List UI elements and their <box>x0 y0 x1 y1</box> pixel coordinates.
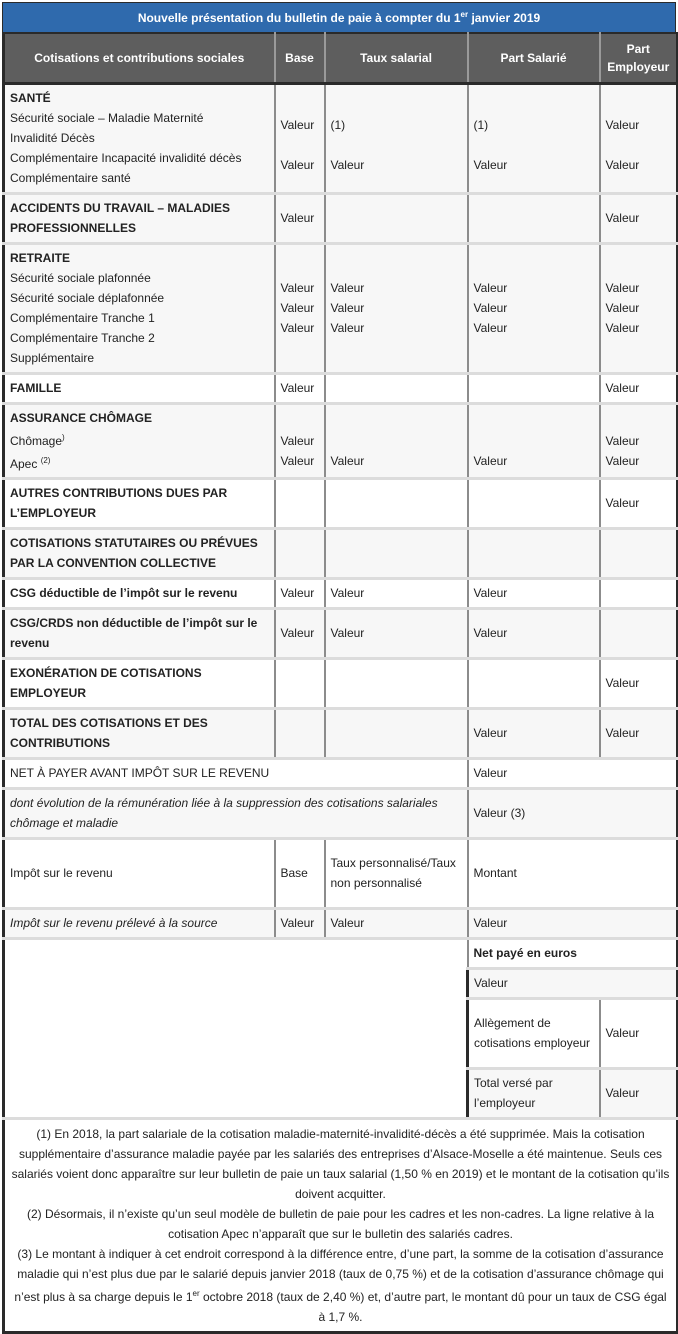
footnote-1: (1) En 2018, la part salariale de la cotisation maladie-maternité-invalidité-décès a été supprimée. Mais la cotisation supplémentaire d’assurance maladie payée par les salariés des entreprises d’Alsace-Moselle a été maintenue. Seuls ces salariés voient donc apparaître sur leur bulletin de paie un taux salarial (1,50 % en 2019) et le montant de la cotisation qu’ils doivent acquitter. <box>11 1126 670 1201</box>
cell-base: Valeur <box>275 608 325 658</box>
cell-value: Valeur <box>473 158 508 172</box>
table-row-sante <box>4 83 678 193</box>
cell-value: Valeur (3) <box>468 788 678 838</box>
header-part-employeur: Part Employeur <box>600 33 678 83</box>
table-row-net-paye-label <box>4 938 678 968</box>
row-line: Complémentaire santé <box>10 171 131 185</box>
row-line: Invalidité Décès <box>10 131 95 145</box>
cell-value: Valeur <box>605 158 640 172</box>
cell-salarie <box>468 193 600 243</box>
cell-value: Valeur <box>280 453 315 468</box>
cell-taux <box>325 528 468 578</box>
table-row-dont-evolution <box>4 788 678 838</box>
row-line: Sécurité sociale déplafonnée <box>10 291 165 305</box>
row-label <box>4 243 275 373</box>
cell-employeur <box>600 243 678 373</box>
row-line: Sécurité sociale – Maladie Maternité <box>10 111 204 125</box>
table-row-exoneration <box>4 658 678 708</box>
total-verse-label: Total versé par l’employeur <box>468 1068 600 1118</box>
footnote-3-text-end: octobre 2018 (taux de 2,40 %) et, d’autre part, le montant dû pour un taux de CSG égal à 1,7 %. <box>199 1289 667 1324</box>
table-row-impot <box>4 838 678 908</box>
cell-taux <box>325 243 468 373</box>
row-label: AUTRES CONTRIBUTIONS DUES PAR L’EMPLOYEUR <box>4 478 275 528</box>
cell-value: Valeur <box>605 301 640 315</box>
cell-montant: Montant <box>468 838 678 908</box>
cell-base <box>275 403 325 478</box>
row-label: COTISATIONS STATUTAIRES OU PRÉVUES PAR LA CONVENTION COLLECTIVE <box>4 528 275 578</box>
cell-salarie: Valeur <box>468 578 600 608</box>
cell-salarie <box>468 658 600 708</box>
footnote-2: (2) Désormais, il n’existe qu’un seul modèle de bulletin de paie pour les cadres et les non-cadres. La ligne relative à la cotisation Apec n’apparaît que sur le bulletin des salariés cadres. <box>26 1206 654 1241</box>
cell-value: Valeur <box>473 321 508 335</box>
allegement-value: Valeur <box>600 998 678 1068</box>
cell-value: Valeur <box>330 321 365 335</box>
cell-value: Valeur <box>330 453 365 468</box>
footnote-3-text: (3) Le montant à indiquer à cet endroit correspond à la différence entre, d’une part, la somme de la cotisation d’assurance maladie qui n’est plus due par le salarié depuis janvier 2018 (taux de 0,75 %) et de la cotisation d’assurance chômage qui n’est plus à sa charge depuis le 1 <box>14 1246 664 1304</box>
row-label <box>4 83 275 193</box>
allegement-label: Allègement de cotisations employeur <box>468 998 600 1068</box>
cell-value: Valeur <box>468 758 678 788</box>
cell-value: Valeur <box>473 281 508 295</box>
net-paye-label: Net payé en euros <box>468 938 678 968</box>
cell-employeur: Valeur <box>600 478 678 528</box>
cell-value: Valeur <box>280 281 315 295</box>
cell-value: (1) <box>330 118 346 132</box>
cell-taux: Taux personnalisé/Taux non personnalisé <box>325 838 468 908</box>
line-text: Apec <box>10 456 41 471</box>
cell-employeur <box>600 83 678 193</box>
table-row-net-avant-impot <box>4 758 678 788</box>
cell-base: Valeur <box>275 373 325 403</box>
row-label <box>4 403 275 478</box>
table-row-impot-source <box>4 908 678 938</box>
cell-montant: Valeur <box>468 908 678 938</box>
cell-taux: Valeur <box>325 578 468 608</box>
cell-employeur <box>600 403 678 478</box>
total-verse-value: Valeur <box>600 1068 678 1118</box>
cell-value: Valeur <box>605 281 640 295</box>
cell-value: Valeur <box>330 281 365 295</box>
row-line <box>10 428 269 451</box>
footnotes-row <box>4 1118 678 1332</box>
row-line: Supplémentaire <box>10 351 95 365</box>
table-row-retraite <box>4 243 678 373</box>
footnote-3-superscript: er <box>192 1288 200 1298</box>
row-label: EXONÉRATION DE COTISATIONS EMPLOYEUR <box>4 658 275 708</box>
cell-employeur: Valeur <box>600 658 678 708</box>
cell-salarie <box>468 373 600 403</box>
payslip-table <box>2 32 678 1334</box>
cell-base: Valeur <box>275 193 325 243</box>
cell-employeur: Valeur <box>600 373 678 403</box>
title-text: Nouvelle présentation du bulletin de paie à compter du 1 <box>137 11 461 25</box>
cell-value: Valeur <box>473 453 508 468</box>
cell-taux <box>325 83 468 193</box>
row-label: NET À PAYER AVANT IMPÔT SUR LE REVENU <box>4 758 468 788</box>
cell-employeur <box>600 578 678 608</box>
cell-base <box>275 528 325 578</box>
cell-taux: Valeur <box>325 908 468 938</box>
footnote-3 <box>11 1244 670 1327</box>
cell-value: Valeur <box>605 321 640 335</box>
row-line: Complémentaire Incapacité invalidité décès <box>10 151 242 165</box>
title-superscript: er <box>460 10 469 19</box>
row-line <box>10 451 269 474</box>
cell-taux: Valeur <box>325 608 468 658</box>
line-text: Chômage <box>10 433 63 448</box>
cell-value: Valeur <box>605 433 640 448</box>
table-row-famille <box>4 373 678 403</box>
row-line: Complémentaire Tranche 1 <box>10 311 155 325</box>
cell-base <box>275 478 325 528</box>
cell-base: Valeur <box>275 578 325 608</box>
row-label: Impôt sur le revenu <box>4 838 275 908</box>
footnote-ref: ) <box>62 432 65 442</box>
cell-base: Valeur <box>275 908 325 938</box>
cell-base <box>275 83 325 193</box>
table-row-statutaires <box>4 528 678 578</box>
row-heading: SANTÉ <box>10 91 51 105</box>
cell-value: Valeur <box>605 118 640 132</box>
cell-value: Valeur <box>330 158 365 172</box>
cell-employeur: Valeur <box>600 708 678 758</box>
row-label: TOTAL DES COTISATIONS ET DES CONTRIBUTIONS <box>4 708 275 758</box>
cell-employeur <box>600 608 678 658</box>
header-taux-salarial: Taux salarial <box>325 33 468 83</box>
row-heading: ASSURANCE CHÔMAGE <box>10 410 153 425</box>
cell-taux <box>325 658 468 708</box>
header-row <box>4 33 678 83</box>
table-row-chomage <box>4 403 678 478</box>
table-row-accidents <box>4 193 678 243</box>
cell-salarie <box>468 83 600 193</box>
footnotes <box>4 1118 678 1332</box>
cell-taux <box>325 373 468 403</box>
cell-value: (1) <box>473 118 489 132</box>
cell-employeur: Valeur <box>600 193 678 243</box>
cell-salarie <box>468 528 600 578</box>
cell-value: Valeur <box>280 321 315 335</box>
table-row-csg-deductible <box>4 578 678 608</box>
cell-taux <box>325 403 468 478</box>
payslip-document <box>2 2 676 1334</box>
cell-value: Valeur <box>280 158 315 172</box>
row-heading: RETRAITE <box>10 251 70 265</box>
table-row-autres <box>4 478 678 528</box>
row-label: Impôt sur le revenu prélevé à la source <box>4 908 275 938</box>
cell-value: Valeur <box>280 433 315 448</box>
row-label: dont évolution de la rémunération liée à la suppression des cotisations salariales chômage et maladie <box>4 788 468 838</box>
cell-salarie: Valeur <box>468 608 600 658</box>
cell-value: Valeur <box>330 301 365 315</box>
footnote-ref: (2) <box>40 455 51 465</box>
cell-base <box>275 658 325 708</box>
cell-value: Valeur <box>473 301 508 315</box>
header-part-salarie: Part Salarié <box>468 33 600 83</box>
cell-base <box>275 708 325 758</box>
cell-taux <box>325 478 468 528</box>
row-line: Complémentaire Tranche 2 <box>10 331 155 345</box>
cell-salarie <box>468 243 600 373</box>
cell-taux <box>325 193 468 243</box>
row-label: FAMILLE <box>4 373 275 403</box>
cell-salarie: Valeur <box>468 708 600 758</box>
row-label: ACCIDENTS DU TRAVAIL – MALADIES PROFESSIONNELLES <box>4 193 275 243</box>
net-paye-value: Valeur <box>468 968 678 998</box>
header-cotisations: Cotisations et contributions sociales <box>4 33 275 83</box>
table-row-total <box>4 708 678 758</box>
row-label: CSG/CRDS non déductible de l’impôt sur le revenu <box>4 608 275 658</box>
blank-area <box>4 938 468 1118</box>
cell-base <box>275 243 325 373</box>
cell-taux <box>325 708 468 758</box>
cell-value: Valeur <box>280 301 315 315</box>
cell-base: Base <box>275 838 325 908</box>
row-label: CSG déductible de l’impôt sur le revenu <box>4 578 275 608</box>
cell-employeur <box>600 528 678 578</box>
row-line: Sécurité sociale plafonnée <box>10 271 151 285</box>
cell-value: Valeur <box>605 453 640 468</box>
cell-value: Valeur <box>280 118 315 132</box>
document-title <box>2 2 676 32</box>
cell-salarie <box>468 403 600 478</box>
table-row-csg-non-deductible <box>4 608 678 658</box>
title-text-after: janvier 2019 <box>468 11 541 25</box>
header-base: Base <box>275 33 325 83</box>
cell-salarie <box>468 478 600 528</box>
